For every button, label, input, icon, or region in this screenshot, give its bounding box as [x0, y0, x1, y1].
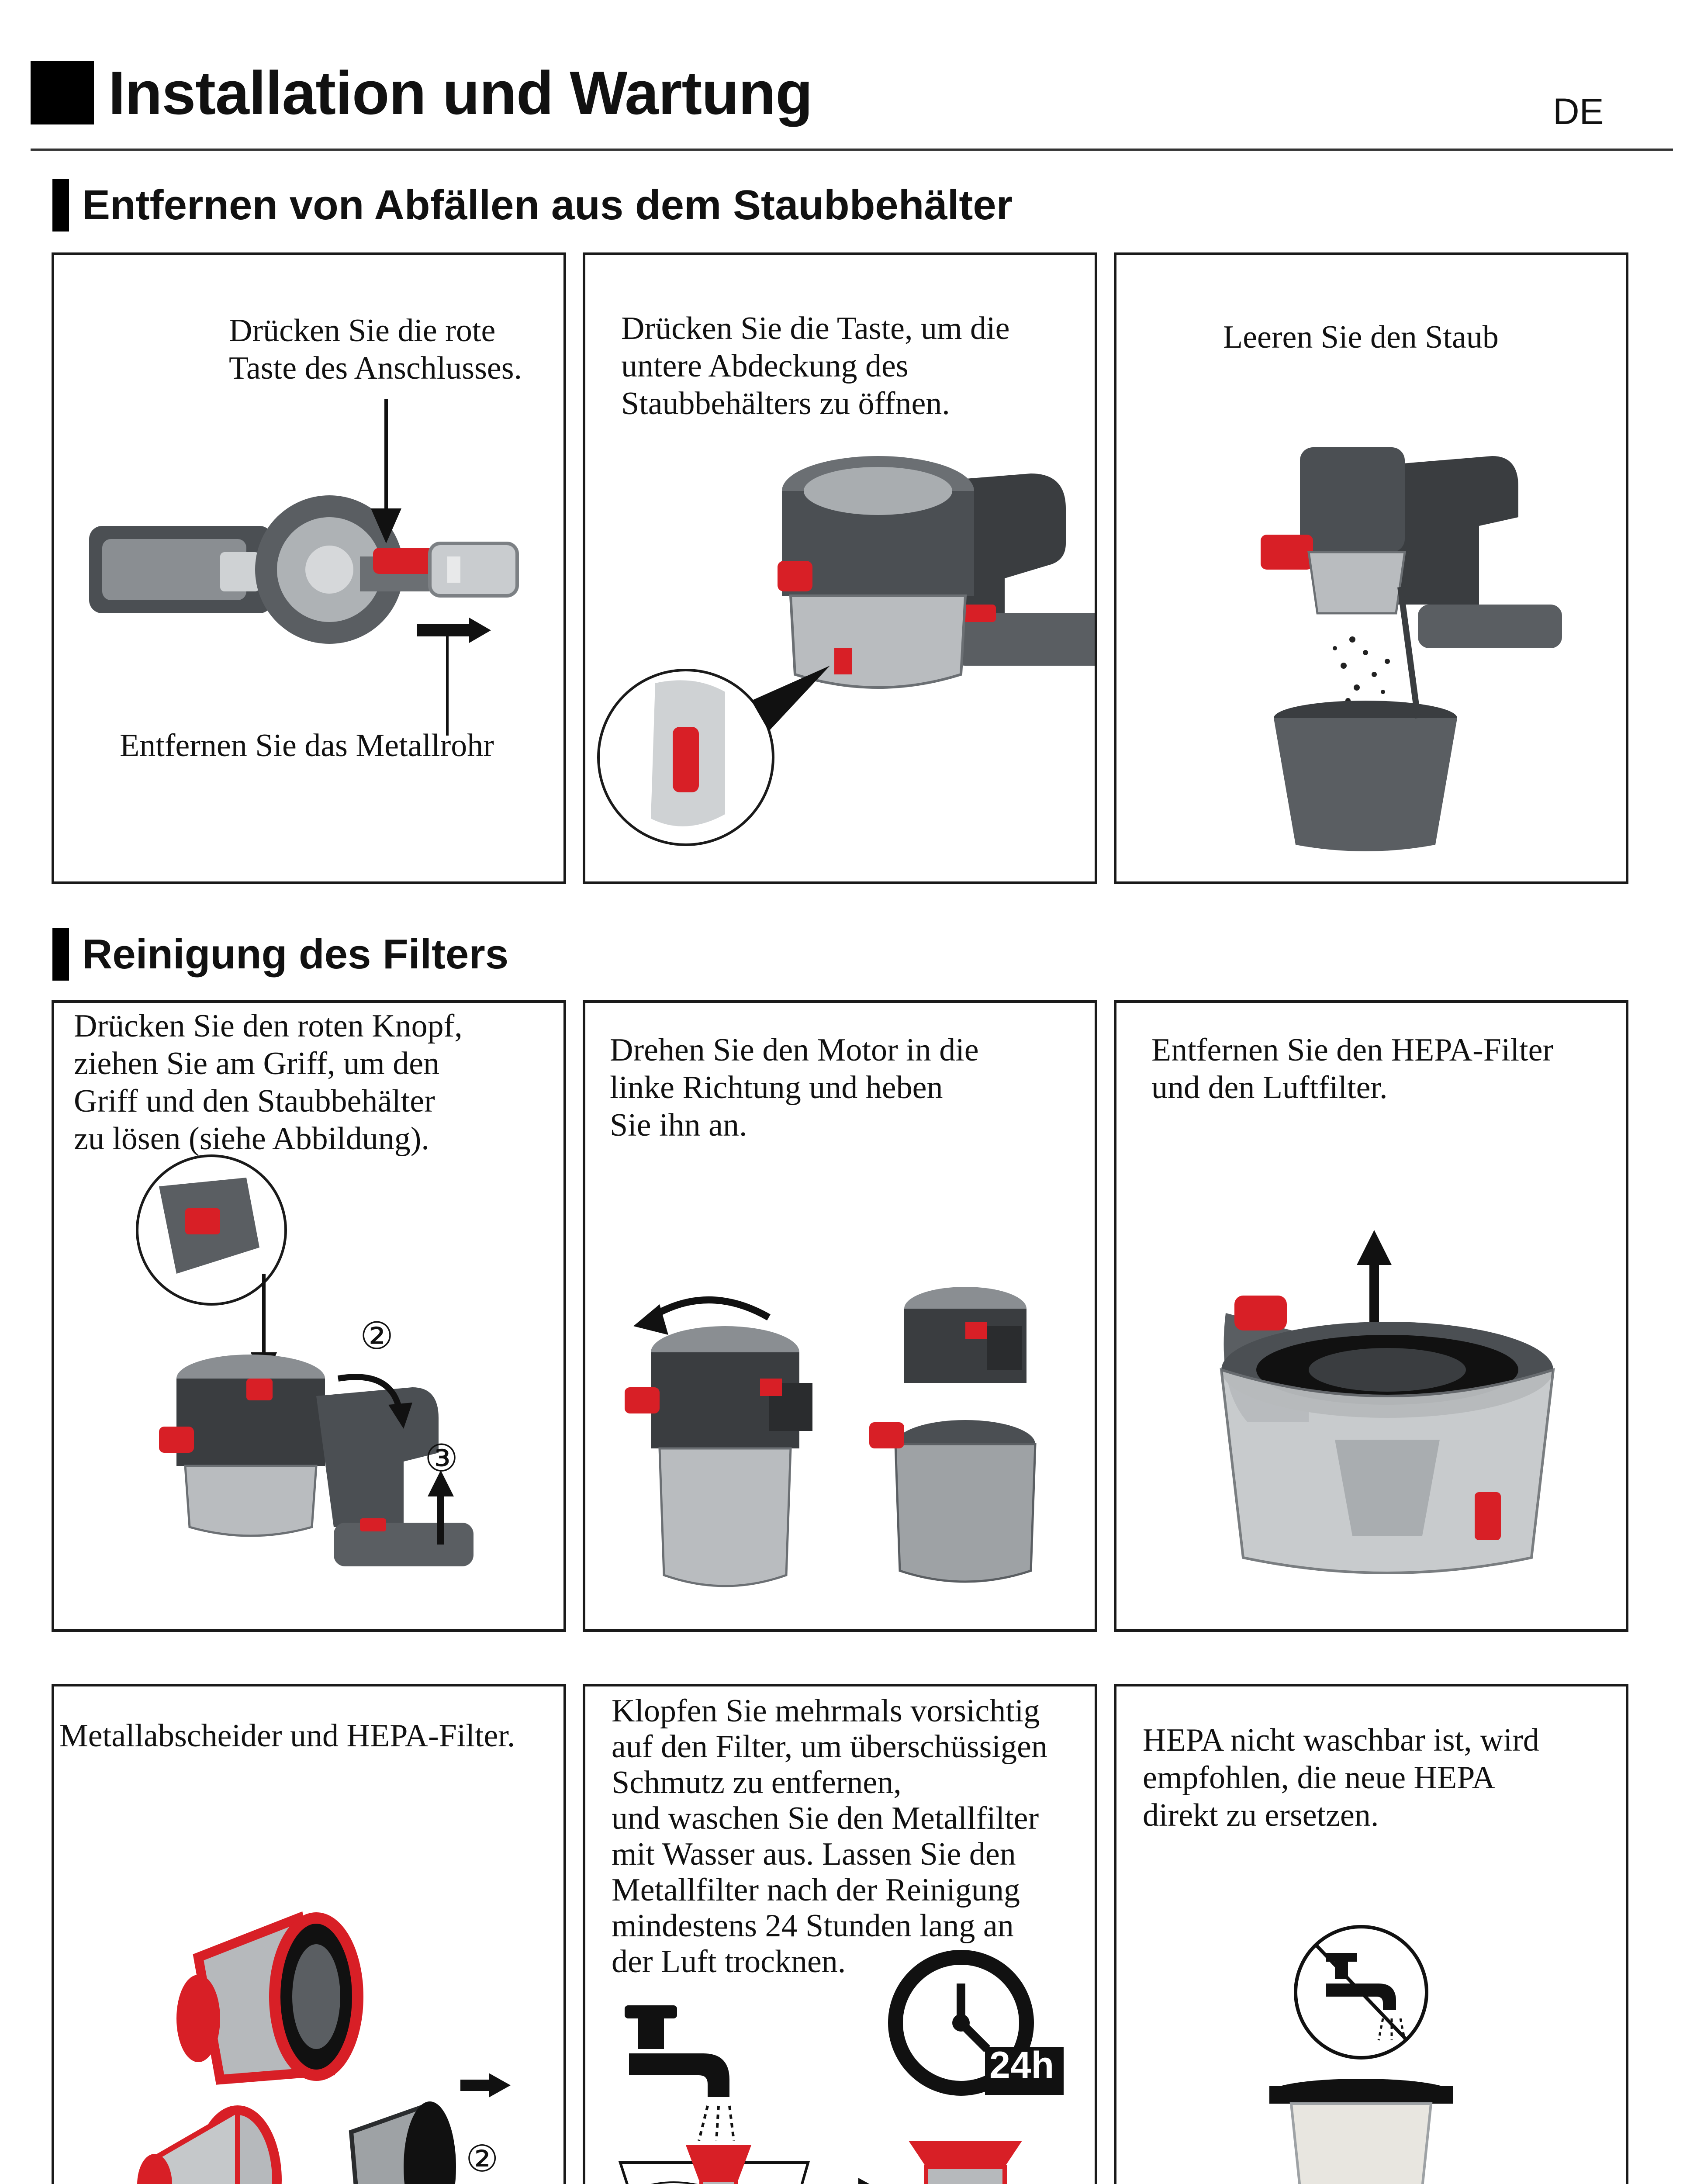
caption-hepa-not-washable: HEPA nicht waschbar ist, wird empfohlen, die neue HEPA direkt zu ersetzen.	[1143, 1722, 1539, 1833]
caption-rotate-motor: Drehen Sie den Motor in die linke Richtung und heben Sie ihn an.	[610, 1032, 979, 1143]
caption-press-button-open-cover: Drücken Sie die Taste, um die untere Abdeckung des Staubbehälters zu öffnen.	[621, 311, 1010, 422]
panel-wash-metal-filter	[583, 1684, 1097, 2184]
caption-remove-metal-tube: Entfernen Sie das Metallrohr	[120, 728, 494, 764]
caption-remove-hepa: Entfernen Sie den HEPA-Filter und den Luftfilter.	[1151, 1032, 1554, 1106]
panel-remove-hepa	[1114, 1000, 1628, 1632]
section-title-dustbin: Entfernen von Abfällen aus dem Staubbehälter	[82, 182, 1013, 228]
section-title-filter-cleaning: Reinigung des Filters	[82, 931, 509, 978]
step-number-3: ③	[425, 1438, 459, 1479]
panel-rotate-motor	[583, 1000, 1097, 1632]
page-title: Installation und Wartung	[108, 59, 812, 127]
caption-tap-and-wash: Klopfen Sie mehrmals vorsichtig auf den Filter, um überschüssigen Schmutz zu entfernen, und waschen Sie den Metallfilter mit Wasser aus. Lassen Sie den Metallfilter nach der Reinigung mindestens 24 Stunden lang an der Luft trocknen.	[612, 1693, 1047, 1980]
panel-open-bin-cover	[583, 252, 1097, 884]
language-code: DE	[1553, 91, 1604, 132]
caption-press-red-knob: Drücken Sie den roten Knopf, ziehen Sie am Griff, um den Griff und den Staubbehälter zu lösen (siehe Abbildung).	[74, 1008, 463, 1157]
caption-empty-dust: Leeren Sie den Staub	[1223, 319, 1499, 355]
header-black-square	[31, 61, 94, 124]
hepa-filter-icon	[1269, 2079, 1453, 2184]
faucet-icon	[625, 2005, 729, 2097]
step-number-2: ②	[466, 2139, 499, 2180]
panel-remove-tube	[52, 252, 566, 884]
section-marker	[52, 928, 69, 981]
caption-separator-hepa: Metallabscheider und HEPA-Filter.	[59, 1718, 515, 1754]
caption-press-red-button: Drücken Sie die rote Taste des Anschlusses.	[229, 313, 522, 386]
panel-hepa-not-washable	[1114, 1684, 1628, 2184]
section-marker	[52, 179, 69, 232]
panel-empty-dust	[1114, 252, 1628, 884]
badge-24h: 24h	[989, 2044, 1054, 2086]
no-washing-icon	[1296, 1927, 1427, 2058]
step-number-2: ②	[360, 1315, 394, 1357]
panel-separator-and-hepa	[52, 1684, 566, 2184]
filter-separation-illustration	[54, 1686, 563, 2184]
header-divider	[31, 149, 1673, 151]
panel-release-handle	[52, 1000, 566, 1632]
